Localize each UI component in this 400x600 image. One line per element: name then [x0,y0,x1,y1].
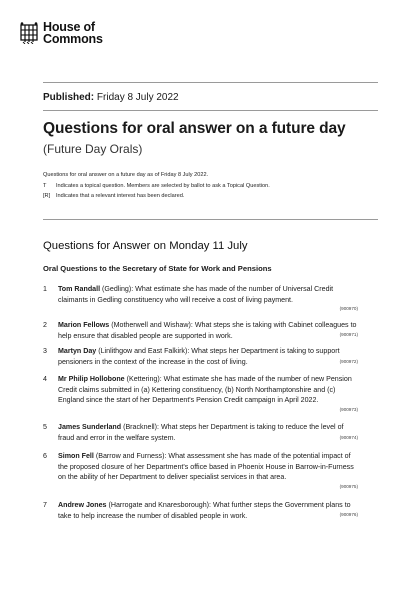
question-number: 2 [43,321,47,329]
page-subtitle: (Future Day Orals) [43,142,143,156]
intro-line: Questions for oral answer on a future day as of Friday 8 July 2022. [43,172,209,178]
question-ref: (900971) [339,332,358,337]
legend-key: [R] [43,193,51,200]
question-member: Simon Fell [58,452,94,460]
question-number: 7 [43,501,47,509]
question-constituency: (Gedling): [102,285,134,293]
legend-interest [43,191,373,202]
question-body [58,422,358,443]
subsection-heading: Oral Questions to the Secretary of State for Work and Pensions [43,264,272,273]
divider-top [43,82,378,83]
question-member: Mr Philip Hollobone [58,375,125,383]
question-body [58,320,358,341]
house-of-commons-logo [19,21,103,45]
question-text: What assessment she has made of the potential impact of the proposed closure of her Department's office based in Phoenix House in Barrow-in-Furness on the ability of her Department to deliver specialist services in that area. [58,452,354,482]
published-line [43,92,179,103]
divider-intro [43,219,378,220]
question-constituency: (Kettering): [126,375,162,383]
question-body [58,374,358,406]
question-text: What steps her Department is taking to reduce the level of fraud and error in the welfare system. [58,423,344,442]
legend-text: Indicates a topical question. Members are selected by ballot to ask a Topical Question. [56,182,270,189]
question-constituency: (Bracknell): [123,423,159,431]
question-ref: (900970) [339,306,358,311]
logo-wordmark [43,21,103,45]
question-constituency: (Motherwell and Wishaw): [111,321,193,329]
section-heading: Questions for Answer on Monday 11 July [43,240,248,252]
logo-line-2: Commons [43,32,103,46]
question-member: James Sunderland [58,423,122,431]
question-body [58,451,358,483]
divider-published [43,110,378,111]
question-constituency: (Barrow and Furness): [95,452,167,460]
question-member: Tom Randall [58,285,101,293]
legend-topical [43,181,373,192]
question-constituency: (Linlithgow and East Falkirk): [98,347,190,355]
question-ref: (900974) [339,435,358,440]
question-body [58,346,358,367]
question-body [58,284,358,305]
question-text: What further steps the Government plans to take to help increase the number of disabled people in work. [58,501,351,520]
question-number: 6 [43,452,47,460]
published-date: Friday 8 July 2022 [96,92,179,103]
question-ref: (900976) [339,512,358,517]
question-member: Andrew Jones [58,501,107,509]
question-number: 4 [43,375,47,383]
legend-text: Indicates that a relevant interest has been declared. [56,193,185,200]
question-number: 3 [43,347,47,355]
question-text: What steps she is taking with Cabinet colleagues to help ensure that disabled people are supported in work. [58,321,357,340]
question-ref: (900973) [339,407,358,412]
legend-key: T [43,182,47,189]
question-number: 1 [43,285,47,293]
question-text: What estimate she has made of the number of new Pension Credit claims submitted in (a) Kettering constituency, (b) North Northamptonshire and (c) England since the start of her Department's Pension Credit campaign in April 2022. [58,375,352,405]
question-text: What steps her Department is taking to support pensioners in the context of the increase in the cost of living. [58,347,340,366]
question-member: Martyn Day [58,347,97,355]
published-label: Published: [43,92,95,103]
logo-line-1: House of [43,20,95,34]
question-body [58,500,358,521]
question-text: What estimate she has made of the number of Universal Credit claimants in Gedling constituency who will receive a cost of living payment. [58,285,334,304]
question-member: Marion Fellows [58,321,110,329]
question-constituency: (Harrogate and Knaresborough): [108,501,212,509]
portcullis-icon [19,22,39,44]
page-title: Questions for oral answer on a future day [43,120,346,137]
question-ref: (900972) [339,359,358,364]
question-ref: (900975) [339,484,358,489]
question-number: 5 [43,423,47,431]
intro-notes [43,170,373,202]
